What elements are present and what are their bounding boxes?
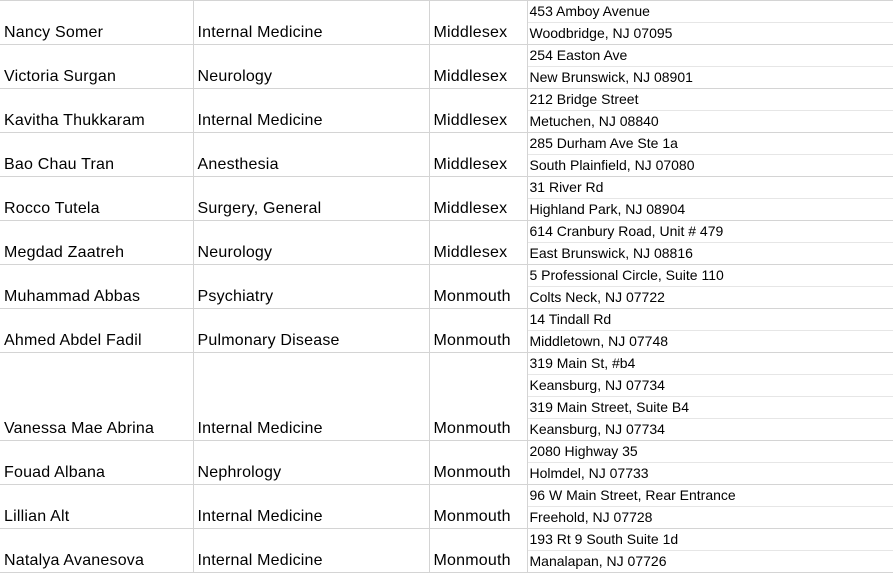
table-row	[0, 309, 893, 331]
county-cell[interactable]: Middlesex	[429, 89, 527, 133]
address-cell[interactable]: 96 W Main Street, Rear Entrance	[527, 485, 893, 507]
address-cell[interactable]: 254 Easton Ave	[527, 45, 893, 67]
name-cell[interactable]: Fouad Albana	[0, 441, 193, 485]
table-row	[0, 133, 893, 155]
table-row	[0, 89, 893, 111]
name-cell[interactable]: Muhammad Abbas	[0, 265, 193, 309]
county-cell[interactable]: Monmouth	[429, 265, 527, 309]
address-cell[interactable]: 2080 Highway 35	[527, 441, 893, 463]
specialty-cell[interactable]: Neurology	[193, 45, 429, 89]
address-cell[interactable]: Holmdel, NJ 07733	[527, 463, 893, 485]
address-cell[interactable]: Highland Park, NJ 08904	[527, 199, 893, 221]
specialty-cell[interactable]: Anesthesia	[193, 133, 429, 177]
name-cell[interactable]: Lillian Alt	[0, 485, 193, 529]
table-row	[0, 177, 893, 199]
county-cell[interactable]: Middlesex	[429, 133, 527, 177]
address-cell[interactable]: 5 Professional Circle, Suite 110	[527, 265, 893, 287]
name-cell[interactable]: Rocco Tutela	[0, 177, 193, 221]
specialty-cell[interactable]: Internal Medicine	[193, 1, 429, 45]
name-cell[interactable]: Bao Chau Tran	[0, 133, 193, 177]
name-cell[interactable]: Kavitha Thukkaram	[0, 89, 193, 133]
county-cell[interactable]: Middlesex	[429, 1, 527, 45]
address-cell[interactable]: 14 Tindall Rd	[527, 309, 893, 331]
table-row	[0, 485, 893, 507]
table-row	[0, 221, 893, 243]
name-cell[interactable]: Victoria Surgan	[0, 45, 193, 89]
address-cell[interactable]: 212 Bridge Street	[527, 89, 893, 111]
address-cell[interactable]: 193 Rt 9 South Suite 1d	[527, 529, 893, 551]
name-cell[interactable]: Megdad Zaatreh	[0, 221, 193, 265]
county-cell[interactable]: Monmouth	[429, 485, 527, 529]
specialty-cell[interactable]: Pulmonary Disease	[193, 309, 429, 353]
address-cell[interactable]: 319 Main Street, Suite B4	[527, 397, 893, 419]
county-cell[interactable]: Middlesex	[429, 177, 527, 221]
address-cell[interactable]: Keansburg, NJ 07734	[527, 419, 893, 441]
address-cell[interactable]: 453 Amboy Avenue	[527, 1, 893, 23]
address-cell[interactable]: Metuchen, NJ 08840	[527, 111, 893, 133]
county-cell[interactable]: Monmouth	[429, 441, 527, 485]
table-row	[0, 1, 893, 23]
table-row	[0, 45, 893, 67]
name-cell[interactable]: Vanessa Mae Abrina	[0, 353, 193, 441]
address-cell[interactable]: Woodbridge, NJ 07095	[527, 23, 893, 45]
address-cell[interactable]: New Brunswick, NJ 08901	[527, 67, 893, 89]
specialty-cell[interactable]: Internal Medicine	[193, 89, 429, 133]
table-row	[0, 441, 893, 463]
county-cell[interactable]: Monmouth	[429, 529, 527, 573]
name-cell[interactable]: Ahmed Abdel Fadil	[0, 309, 193, 353]
address-cell[interactable]: Colts Neck, NJ 07722	[527, 287, 893, 309]
address-cell[interactable]: 319 Main St, #b4	[527, 353, 893, 375]
name-cell[interactable]: Nancy Somer	[0, 1, 193, 45]
specialty-cell[interactable]: Surgery, General	[193, 177, 429, 221]
specialty-cell[interactable]: Internal Medicine	[193, 353, 429, 441]
table-row	[0, 265, 893, 287]
county-cell[interactable]: Middlesex	[429, 221, 527, 265]
specialty-cell[interactable]: Internal Medicine	[193, 485, 429, 529]
county-cell[interactable]: Middlesex	[429, 45, 527, 89]
address-cell[interactable]: Keansburg, NJ 07734	[527, 375, 893, 397]
name-cell[interactable]: Natalya Avanesova	[0, 529, 193, 573]
address-cell[interactable]: East Brunswick, NJ 08816	[527, 243, 893, 265]
address-cell[interactable]: 31 River Rd	[527, 177, 893, 199]
specialty-cell[interactable]: Internal Medicine	[193, 529, 429, 573]
address-cell[interactable]: Middletown, NJ 07748	[527, 331, 893, 353]
address-cell[interactable]: Manalapan, NJ 07726	[527, 551, 893, 573]
specialty-cell[interactable]: Neurology	[193, 221, 429, 265]
address-cell[interactable]: 614 Cranbury Road, Unit # 479	[527, 221, 893, 243]
address-cell[interactable]: 285 Durham Ave Ste 1a	[527, 133, 893, 155]
address-cell[interactable]: South Plainfield, NJ 07080	[527, 155, 893, 177]
address-cell[interactable]: Freehold, NJ 07728	[527, 507, 893, 529]
table-row	[0, 353, 893, 375]
specialty-cell[interactable]: Nephrology	[193, 441, 429, 485]
specialty-cell[interactable]: Psychiatry	[193, 265, 429, 309]
county-cell[interactable]: Monmouth	[429, 309, 527, 353]
county-cell[interactable]: Monmouth	[429, 353, 527, 441]
table-row	[0, 529, 893, 551]
